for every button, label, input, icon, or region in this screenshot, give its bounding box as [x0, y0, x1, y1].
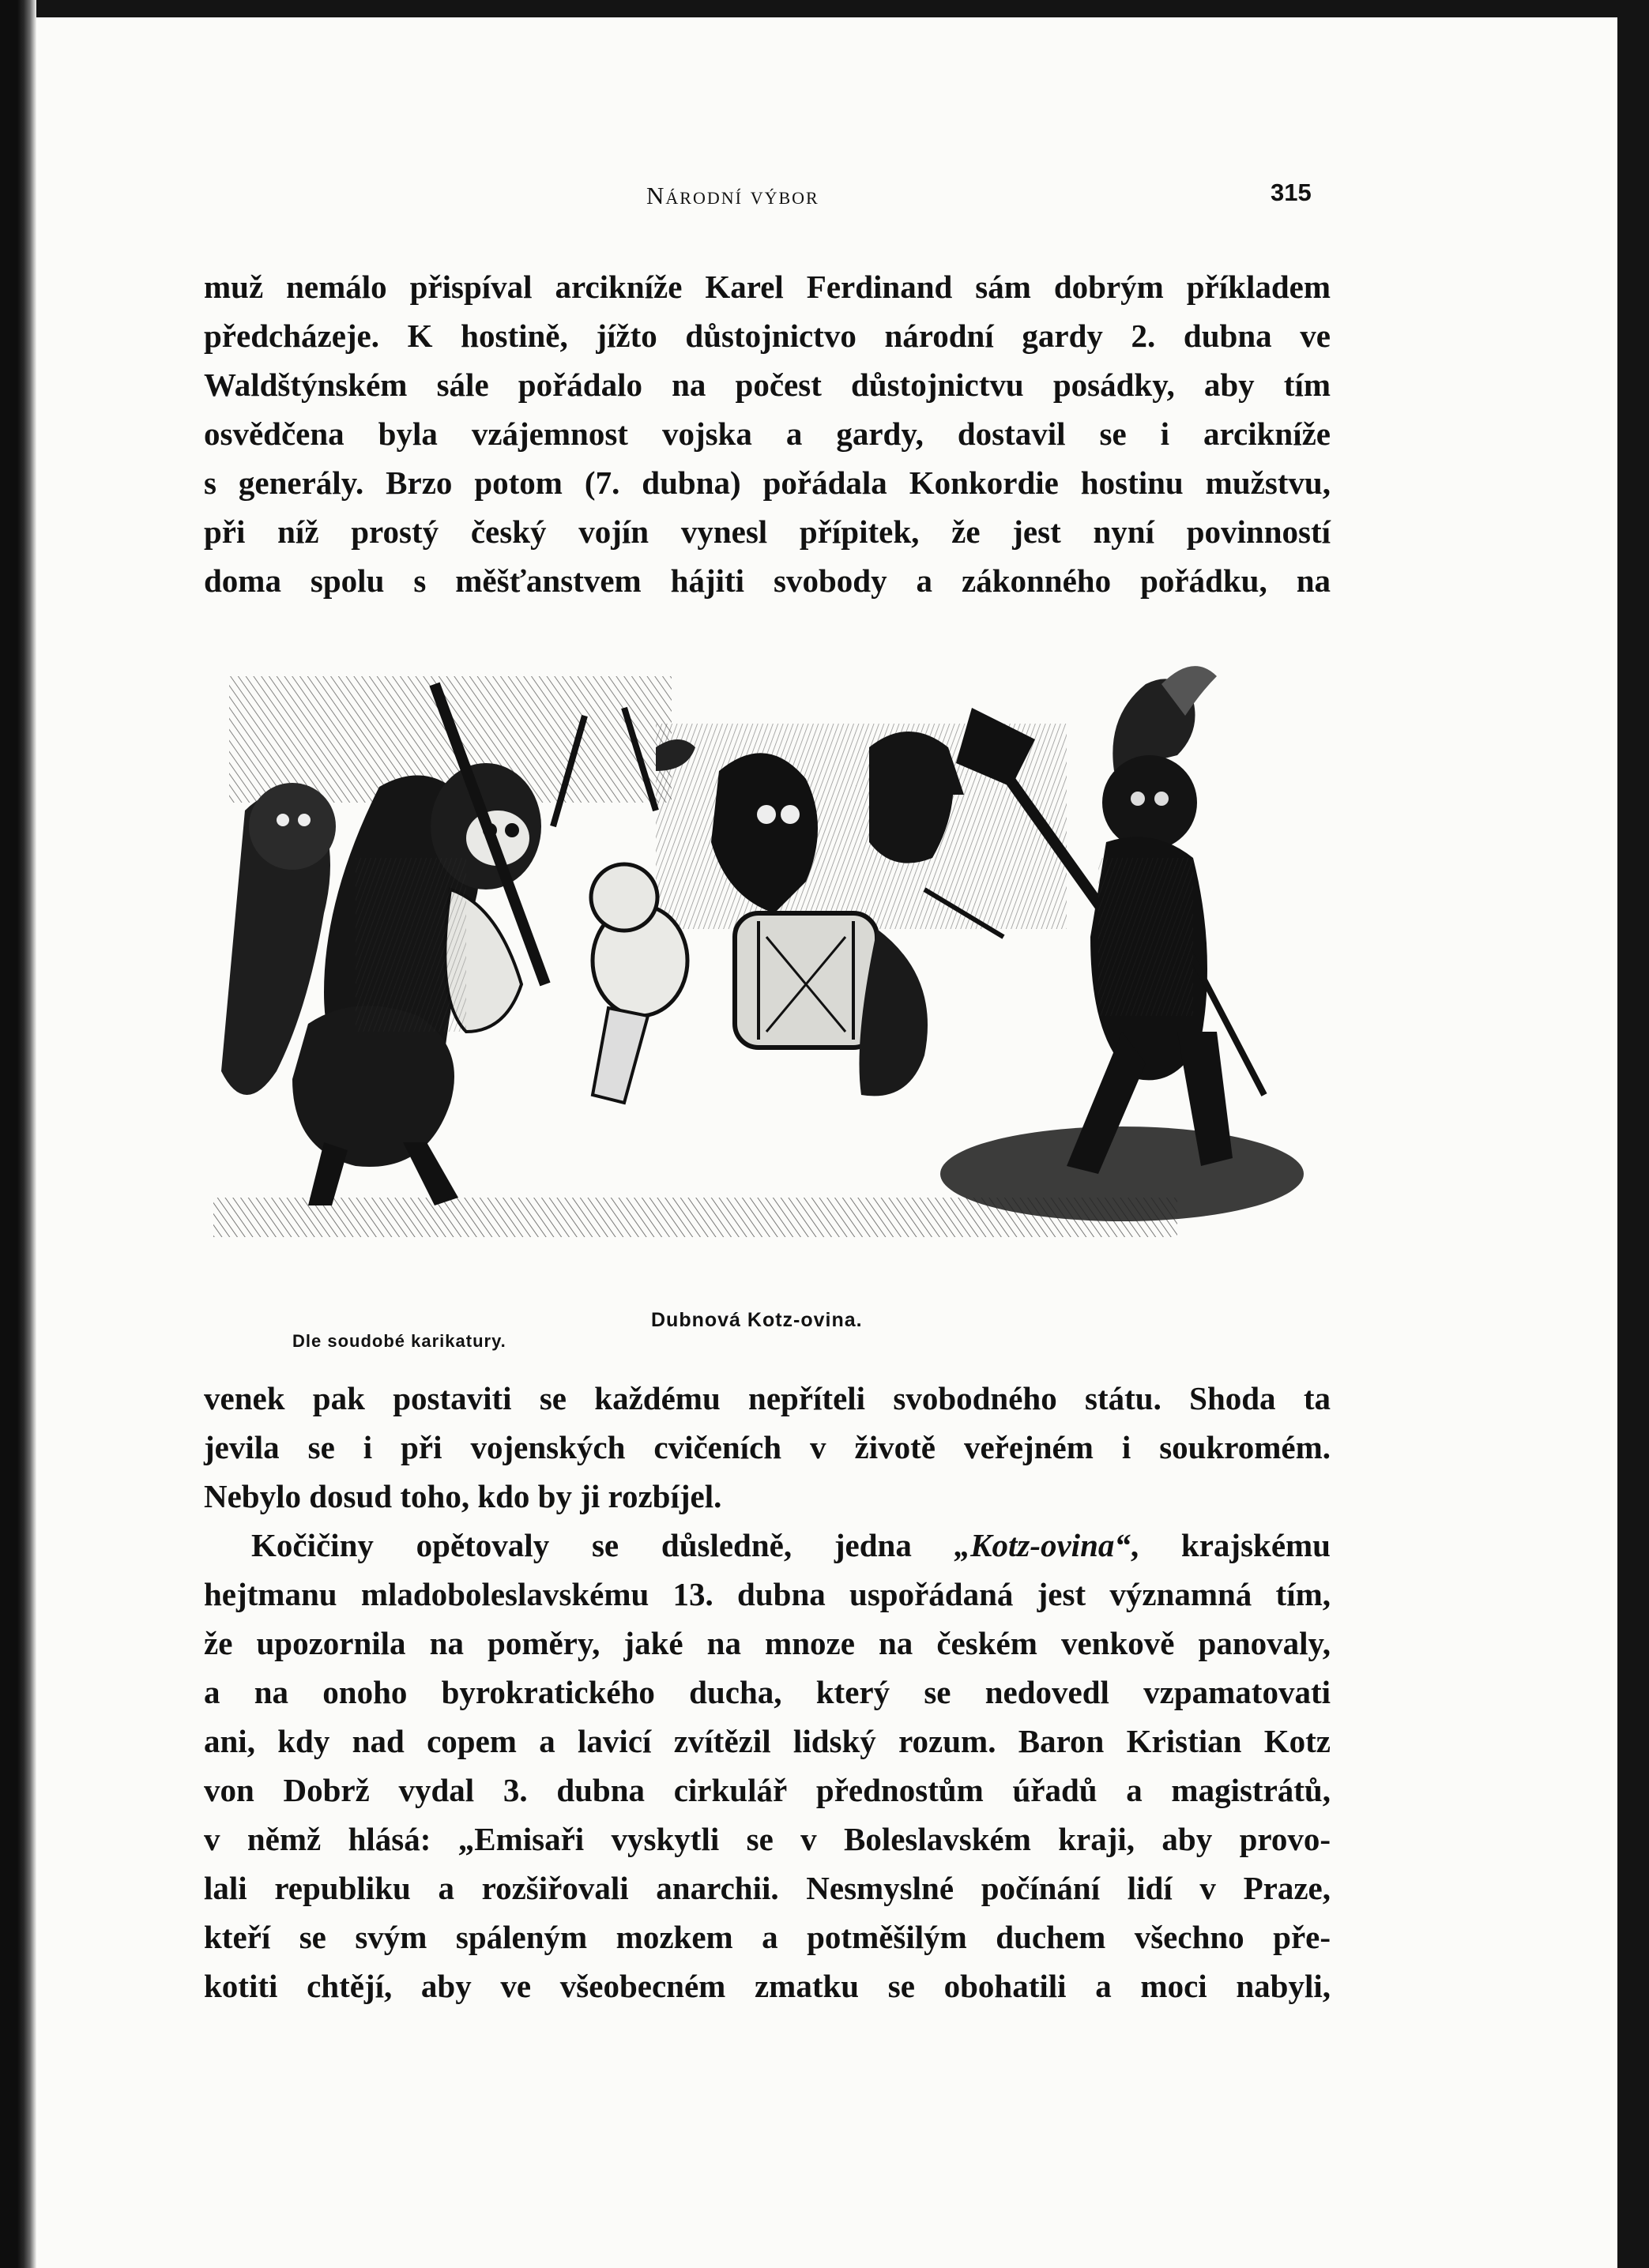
text-line: lali republiku a rozšiřovali anarchii. Nesmyslné počínání lidí v Praze, [204, 1870, 1331, 1906]
running-head: Národní výbor [646, 182, 819, 209]
text-line: hejtmanu mladoboleslavskému 13. dubna uspořádaná jest významná tím, [204, 1576, 1331, 1612]
text-line: v němž hlásá: „Emisaři vyskytli se v Boleslavském kraji, aby provo- [204, 1821, 1331, 1857]
text-line: Nebylo dosud toho, kdo by ji rozbíjel. [204, 1478, 722, 1514]
text-line: von Dobrž vydal 3. dubna cirkulář přednostům úřadů a magistrátů, [204, 1772, 1331, 1808]
text-line: při níž prostý český vojín vynesl přípitek, že jest nyní povinností [204, 513, 1331, 550]
text-line: a na onoho byrokratického ducha, který se nedovedl vzpamatovati [204, 1674, 1331, 1710]
paragraph-top [204, 271, 1331, 614]
italic-title: „Kotz-ovina“ [954, 1527, 1131, 1563]
scan-border-left [0, 0, 36, 2268]
text-line: jevila se i při vojenských cvičeních v životě veřejném i soukromém. [204, 1429, 1331, 1465]
text-line: kotiti chtějí, aby ve všeobecném zmatku se obohatili a moci nabyli, [204, 1968, 1331, 2004]
illustration-caption: Dubnová Kotz-ovina. [651, 1309, 863, 1331]
text-line: že upozornila na poměry, jaké na mnoze na českém venkově panovaly, [204, 1625, 1331, 1661]
text-line: doma spolu s měšťanstvem hájiti svobody a zákonného pořádku, na [204, 562, 1331, 599]
text-line [204, 1529, 1331, 1563]
text-line: předcházeje. K hostině, jížto důstojnictvo národní gardy 2. dubna ve [204, 318, 1331, 354]
illustration-credit: Dle soudobé karikatury. [292, 1331, 506, 1351]
text-run: , krajskému [1130, 1527, 1331, 1563]
text-line: s generály. Brzo potom (7. dubna) pořádala Konkordie hostinu mužstvu, [204, 465, 1331, 501]
paragraph-bottom [204, 1382, 1331, 2019]
text-line: venek pak postaviti se každému nepříteli svobodného státu. Shoda ta [204, 1380, 1331, 1416]
text-line: Waldštýnském sále pořádalo na počest důstojnictvu posádky, aby tím [204, 367, 1331, 403]
page-number: 315 [1271, 179, 1312, 206]
text-line: ani, kdy nad copem a lavicí zvítězil lidský rozum. Baron Kristian Kotz [204, 1723, 1331, 1759]
text-line: kteří se svým spáleným mozkem a potměšilým duchem všechno pře- [204, 1919, 1331, 1955]
caricature-illustration [213, 653, 1304, 1261]
text-line: osvědčena byla vzájemnost vojska a gardy, dostavil se i arcikníže [204, 416, 1331, 452]
scan-border-right [1617, 0, 1649, 2268]
text-line: muž nemálo přispíval arcikníže Karel Ferdinand sám dobrým příkladem [204, 269, 1331, 305]
text-run: Kočičiny opětovaly se důsledně, jedna [251, 1527, 954, 1563]
scan-border-top [0, 0, 1649, 17]
